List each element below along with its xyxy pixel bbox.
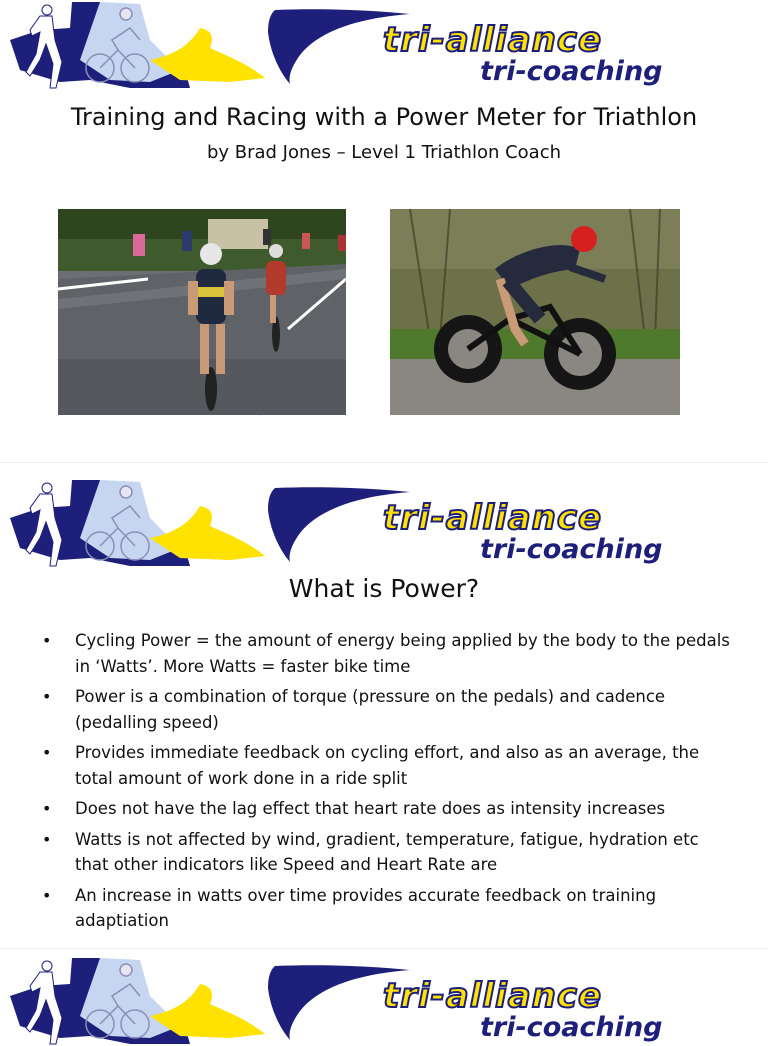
slide-title: Training and Racing with a Power Meter for Triathlon — [70, 103, 698, 131]
slide-divider — [0, 948, 768, 949]
slide-divider — [0, 462, 768, 463]
cyclists-road-race-photo — [58, 209, 346, 415]
bullet-icon: • — [42, 687, 52, 706]
brand-tri-alliance: tri-alliance — [383, 20, 603, 60]
list-item — [40, 628, 730, 679]
slide-subtitle: by Brad Jones – Level 1 Triathlon Coach — [206, 142, 562, 163]
bullet-text: An increase in watts over time provides accurate feedback on training adaptiation — [75, 885, 657, 930]
time-trial-cyclist-photo — [390, 209, 680, 415]
bullet-icon: • — [42, 885, 52, 905]
brand-tri-coaching: tri-coaching — [480, 534, 663, 565]
slide-header — [0, 956, 768, 1046]
list-item — [40, 827, 730, 878]
bullet-text: Cycling Power = the amount of energy being applied by the body to the pedals in ‘Watts’. More Watts = faster bike time — [75, 631, 730, 676]
list-item — [40, 883, 730, 934]
list-item — [40, 796, 730, 822]
bullet-text: Watts is not affected by wind, gradient, temperature, fatigue, hydration etc that other indicators like Speed and Heart Rate are — [75, 829, 699, 874]
slide-header — [0, 0, 768, 90]
bullet-list — [40, 628, 730, 939]
bullet-text: Does not have the lag effect that heart rate does as intensity increases — [75, 799, 666, 818]
brand-tri-alliance: tri-alliance — [383, 976, 603, 1016]
list-item — [40, 740, 730, 791]
brand-tri-alliance: tri-alliance — [383, 498, 603, 538]
bullet-text: Provides immediate feedback on cycling effort, and also as an average, the total amount of work done in a ride split — [75, 743, 700, 788]
bullet-text: Power is a combination of torque (pressure on the pedals) and cadence (pedalling speed) — [75, 687, 666, 732]
brand-tri-coaching: tri-coaching — [480, 1012, 663, 1043]
bullet-icon: • — [42, 631, 52, 650]
slide-title: What is Power? — [288, 574, 480, 603]
brand-tri-coaching: tri-coaching — [480, 56, 663, 87]
list-item — [40, 684, 730, 735]
bullet-icon: • — [42, 799, 52, 818]
bullet-icon: • — [42, 829, 52, 849]
bullet-icon: • — [42, 743, 52, 762]
slide-1 — [0, 0, 768, 440]
slide-2 — [0, 478, 768, 948]
slide-header — [0, 478, 768, 568]
slide-3 — [0, 956, 768, 1043]
